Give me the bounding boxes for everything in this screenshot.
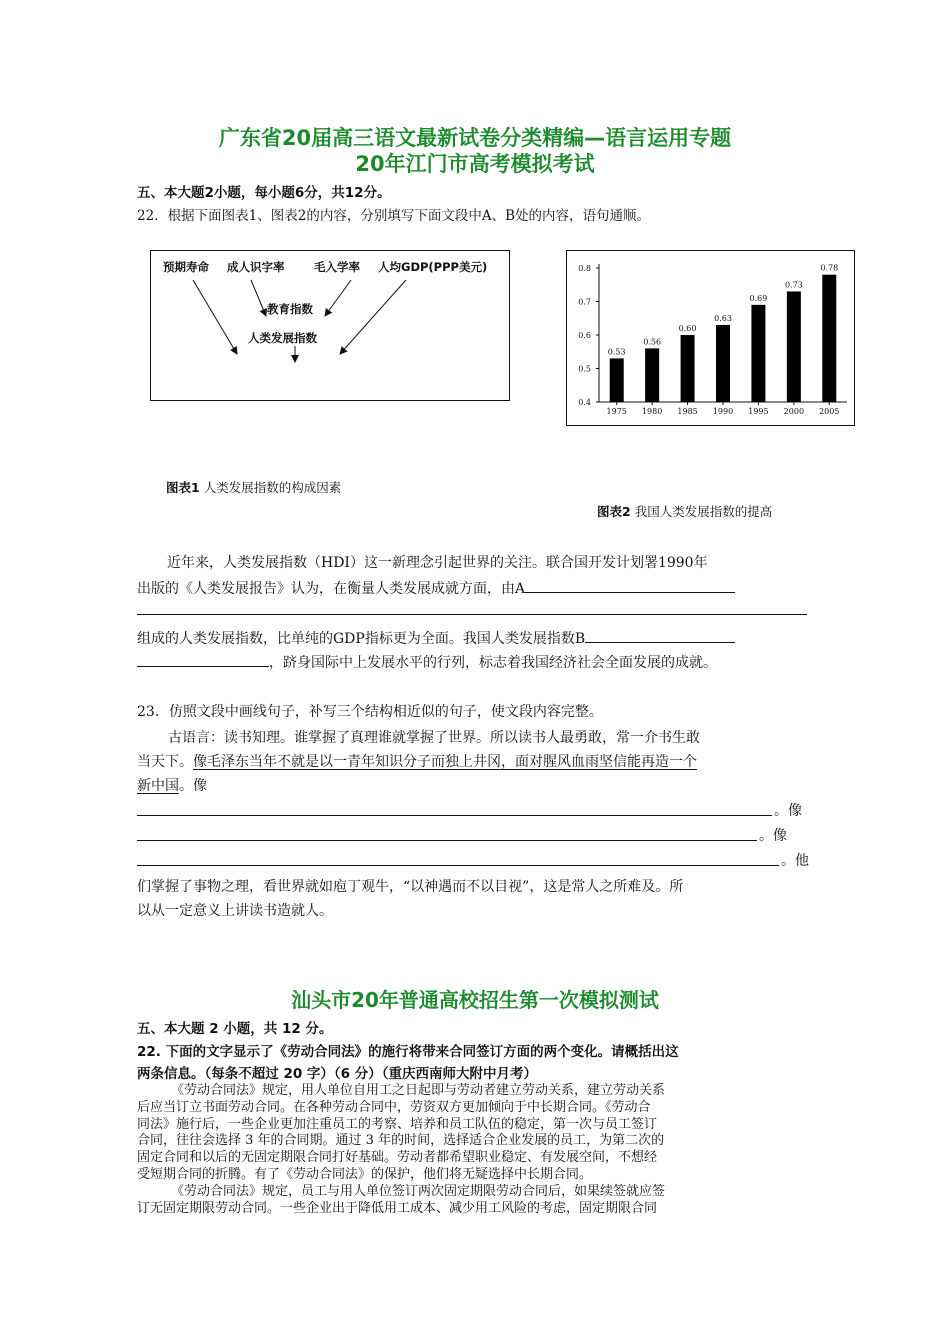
question-23: 23．仿照文段中画线句子，补写三个结构相近似的句子，使文段内容完整。 [137, 704, 603, 720]
label-education-index: 教育指数 [267, 302, 313, 316]
answer-blank-b[interactable] [585, 628, 735, 643]
passage-line: 《劳动合同法》规定，用人单位自用工之日起即与劳动者建立劳动关系，建立劳动关系 [171, 1083, 666, 1098]
data-label: 0.53 [607, 347, 626, 357]
label-gdp: 人均GDP(PPP美元) [378, 260, 488, 274]
model-sentence-end: 新中国 [137, 778, 179, 794]
data-label: 0.73 [784, 280, 803, 290]
diagram-arrows [151, 251, 509, 400]
bar [751, 305, 765, 402]
label-literacy: 成人识字率 [227, 260, 285, 274]
answer-line-1[interactable] [137, 815, 772, 816]
para-line: 。他 [781, 853, 809, 869]
diagram-caption: 图表1 人类发展指数的构成因素 [166, 480, 342, 495]
answer-blank-a[interactable] [525, 578, 735, 593]
bar [610, 358, 624, 402]
para-line: 。像 [759, 828, 787, 844]
section-header: 五、本大题2小题，每小题6分，共12分。 [137, 185, 391, 201]
chart-caption: 图表2 我国人类发展指数的提高 [597, 504, 773, 519]
para-line: 古语言：读书知理。谁掌握了真理谁就掌握了世界。所以读书人最勇敢，常一介书生敢 [168, 730, 700, 746]
x-tick-label: 1985 [677, 407, 698, 416]
answer-line-3[interactable] [137, 865, 779, 866]
y-tick-label: 0.8 [578, 264, 591, 273]
x-tick-label: 2000 [783, 407, 805, 416]
question-22: 22．根据下面图表1、图表2的内容，分别填写下面文段中A、B处的内容，语句通顺。 [137, 208, 651, 224]
x-tick-label: 2005 [819, 407, 840, 416]
bar [716, 325, 730, 402]
hdi-bar-chart [567, 251, 854, 425]
para-line: 近年来，人类发展指数（HDI）这一新理念引起世界的关注。联合国开发计划署1990年 [167, 555, 708, 571]
para-line: 组成的人类发展指数，比单纯的GDP指标更为全面。我国人类发展指数B [137, 628, 735, 648]
answer-blank-a-line2[interactable] [137, 614, 807, 615]
data-label: 0.63 [714, 313, 732, 323]
label-hdi: 人类发展指数 [248, 331, 317, 345]
passage [137, 1083, 817, 1217]
x-tick-label: 1995 [748, 407, 769, 416]
data-label: 0.78 [820, 263, 839, 273]
y-tick-label: 0.4 [578, 398, 591, 407]
y-tick-label: 0.7 [578, 297, 591, 307]
answer-blank-b-cont[interactable] [137, 652, 269, 667]
para-line: 出版的《人类发展报告》认为，在衡量人类发展成就方面，由A [137, 578, 735, 598]
y-tick-label: 0.5 [578, 364, 591, 374]
para-line: 。像 [774, 803, 802, 819]
model-sentence: 像毛泽东当年不就是以一青年知识分子而独上井冈，面对腥风血雨坚信能再造一个 [193, 754, 697, 770]
passage-line: 《劳动合同法》规定，员工与用人单位签订两次固定期限劳动合同后，如果续签就应签 [171, 1183, 666, 1199]
para-line: 新中国。像 [137, 778, 207, 794]
data-label: 0.69 [749, 293, 768, 303]
passage-line: 受短期合同的折腾。有了《劳动合同法》的保护，他们将无疑选择中长期合同。 [137, 1166, 593, 1182]
x-tick-label: 1990 [712, 407, 734, 416]
para-line: 当天下。像毛泽东当年不就是以一青年知识分子而独上井冈，面对腥风血雨坚信能再造一个 [137, 754, 697, 770]
exam-title-shantou: 汕头市20年普通高校招生第一次模拟测试 [291, 988, 659, 1012]
section-header: 五、本大题 2 小题，共 12 分。 [137, 1021, 333, 1037]
x-tick-label: 1975 [606, 407, 627, 416]
bar [787, 291, 801, 402]
data-label: 0.56 [643, 337, 662, 347]
question-22b-cont: 两条信息。（每条不超过 20 字）（6 分）（重庆西南师大附中月考） [137, 1066, 538, 1082]
answer-line-2[interactable] [137, 840, 757, 841]
passage-line: 订无固定期限劳动合同。一些企业出于降低用工成本、减少用工风险的考虑，固定期限合同 [137, 1200, 658, 1216]
diagram-box [150, 250, 510, 401]
passage-line: 固定合同和以后的无固定期限合同打好基础。劳动者都希望职业稳定、有发展空间，不想经 [137, 1150, 658, 1166]
label-enrollment: 毛入学率 [314, 260, 360, 274]
bar [681, 335, 695, 402]
para-line: 们掌握了事物之理，看世界就如庖丁观牛，“以神遇而不以目视”，这是常人之所难及。所 [137, 879, 684, 895]
para-line: 以从一定意义上讲读书造就人。 [137, 903, 333, 919]
page-title: 广东省20届高三语文最新试卷分类精编—语言运用专题 [218, 126, 732, 150]
data-label: 0.60 [678, 324, 697, 333]
para-line: ，跻身国际中上发展水平的行列，标志着我国经济社会全面发展的成就。 [137, 652, 717, 672]
chart-box [566, 250, 855, 426]
bar [822, 275, 836, 402]
x-tick-label: 1980 [641, 407, 663, 416]
question-22b: 22. 下面的文字显示了《劳动合同法》的施行将带来合同签订方面的两个变化。请概括出这 [137, 1044, 679, 1060]
exam-title-jiangmen: 20年江门市高考模拟考试 [355, 152, 595, 176]
y-tick-label: 0.6 [578, 331, 591, 340]
passage-line: 后应当订立书面劳动合同。在各种劳动合同中，劳资双方更加倾向于中长期合同。《劳动合 [137, 1099, 651, 1115]
passage-line: 同法》施行后，一些企业更加注重员工的考察、培养和员工队伍的稳定，第一次与员工签订 [137, 1116, 658, 1132]
passage-line: 合同，往往会选择 3 年的合同期。通过 3 年的时间，选择适合企业发展的员工，为第二次的 [137, 1133, 665, 1149]
bar [645, 348, 659, 402]
label-life-expectancy: 预期寿命 [163, 260, 209, 274]
